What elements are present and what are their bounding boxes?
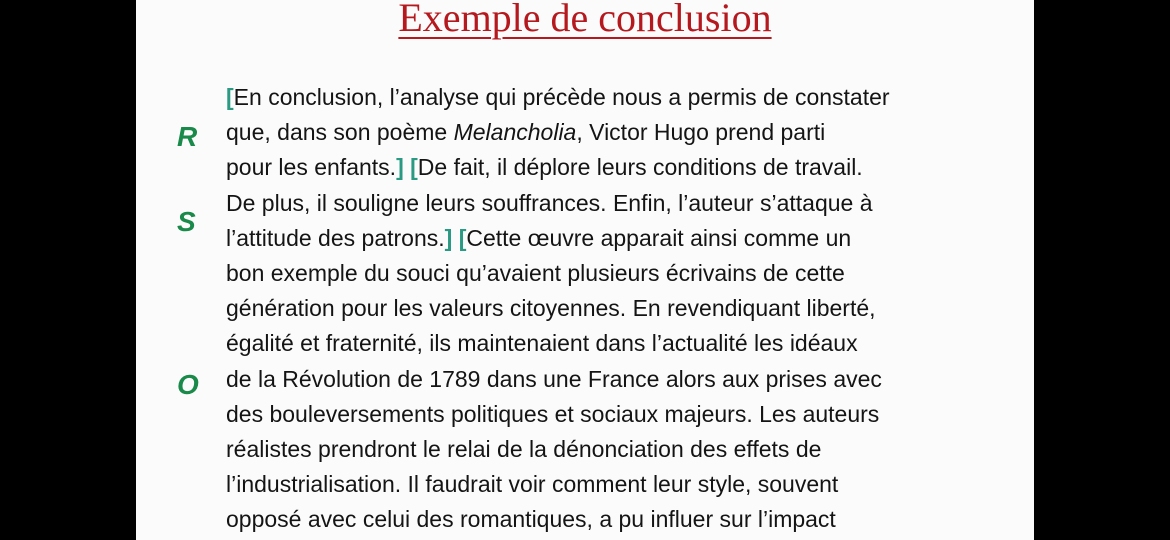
text-run: De plus, il souligne leurs souffrances. Enfin, l’auteur s’attaque à [226,189,873,216]
section-bracket: ] [396,154,404,181]
conclusion-paragraph [226,80,1016,537]
text-run: De fait, il déplore leurs conditions de travail. [417,154,863,181]
paragraph-line [226,256,1016,291]
text-run: réalistes prendront le relai de la dénonciation des effets de [226,435,822,462]
paragraph-line [226,115,1016,150]
section-bracket: ] [444,224,453,251]
text-run: des bouleversements politiques et sociaux majeurs. Les auteurs [226,400,880,427]
paragraph-line [226,467,1016,502]
paragraph-line [226,502,1016,537]
text-run: , Victor Hugo prend parti [576,119,826,146]
paragraph-line [226,221,1016,256]
text-run: égalité et fraternité, ils maintenaient dans l’actualité les idéaux [226,330,858,357]
section-bracket: [ [458,224,467,251]
poem-title: Melancholia [453,119,577,146]
paragraph-line [226,291,1016,326]
text-run: En conclusion, l’analyse qui précède nous a permis de constater [233,84,890,110]
text-run: l’industrialisation. Il faudrait voir comment leur style, souvent [226,471,839,498]
paragraph-line [226,432,1016,467]
paragraph-line [226,80,1016,115]
text-run: Cette œuvre apparait ainsi comme un [466,224,852,251]
slide [136,0,1034,540]
section-bracket: [ [410,154,418,181]
margin-letter-s: S [177,206,196,237]
slide-title: Exemple de conclusion [398,0,772,40]
text-run: pour les enfants. [226,154,397,181]
text-run: l’attitude des patrons. [226,224,445,251]
paragraph-line [226,397,1016,432]
text-run: de la Révolution de 1789 dans une France alors aux prises avec [226,365,882,392]
text-run: que, dans son poème [226,119,454,146]
section-bracket: [ [226,84,234,110]
margin-letter-o: O [177,369,199,400]
paragraph-line [226,326,1016,361]
margin-letter-r: R [177,121,198,152]
paragraph-line [226,186,1016,221]
paragraph-line [226,150,1016,185]
text-run: opposé avec celui des romantiques, a pu influer sur l’impact [226,506,836,533]
text-run: génération pour les valeurs citoyennes. En revendiquant liberté, [226,295,876,322]
paragraph-line [226,362,1016,397]
text-run: bon exemple du souci qu’avaient plusieurs écrivains de cette [226,259,845,286]
